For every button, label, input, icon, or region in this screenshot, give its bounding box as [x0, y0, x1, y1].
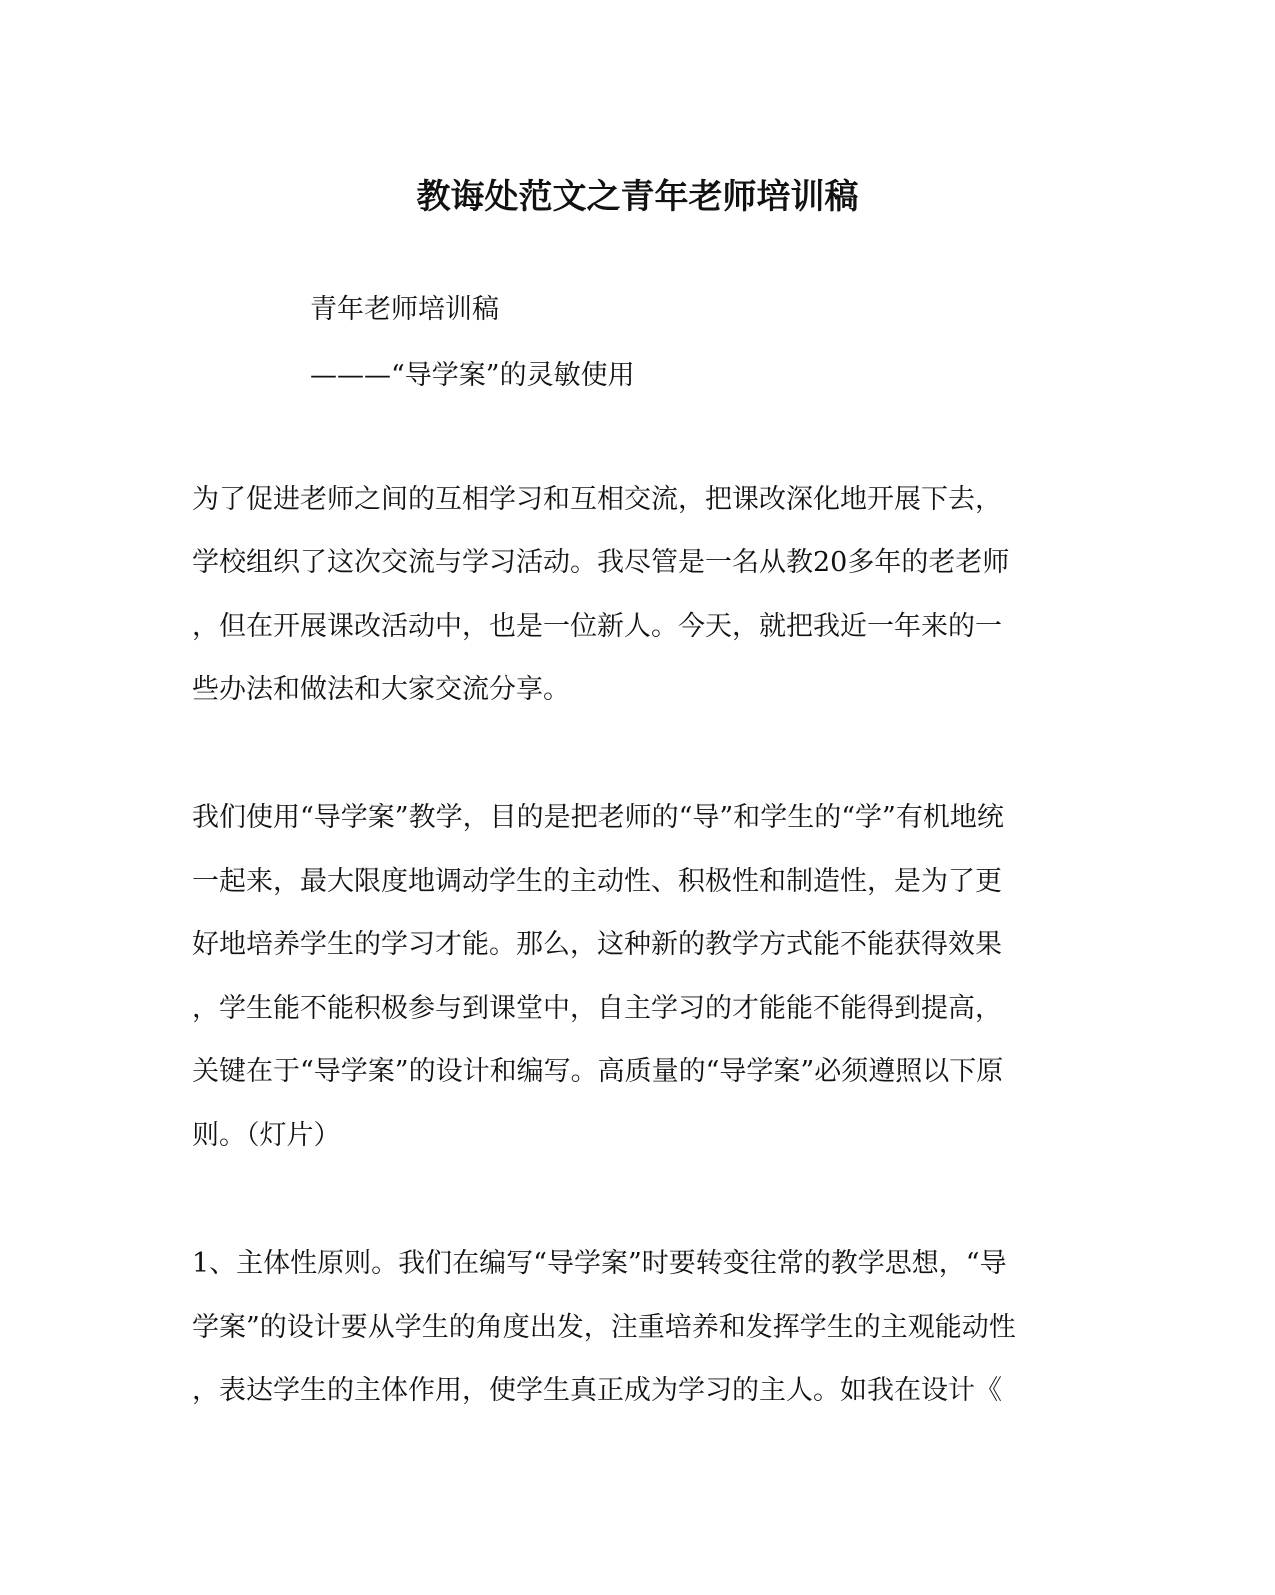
paragraph-line: ，表达学生的主体作用，使学生真正成为学习的主人。如我在设计《: [192, 1375, 1002, 1406]
paragraph-line: 1、主体性原则。我们在编写“导学案”时要转变往常的教学思想，“导: [192, 1248, 1007, 1279]
paragraph-line: ，学生能不能积极参与到课堂中，自主学习的才能能不能得到提高，: [192, 993, 1002, 1024]
paragraph-line: 学案”的设计要从学生的角度出发，注重培养和发挥学生的主观能动性: [192, 1312, 1016, 1343]
paragraph-line: 为了促进老师之间的互相学习和互相交流，把课改深化地开展下去，: [192, 484, 1002, 515]
paragraph-line: 学校组织了这次交流与学习活动。我尽管是一名从教20多年的老老师: [192, 547, 1010, 578]
paragraph-line: 些办法和做法和大家交流分享。: [192, 674, 570, 705]
subtitle-line: 青年老师培训稿: [310, 294, 499, 325]
paragraph-line: 我们使用“导学案”教学，目的是把老师的“导”和学生的“学”有机地统: [192, 802, 1004, 833]
paragraph-line: 好地培养学生的学习才能。那么，这种新的教学方式能不能获得效果: [192, 929, 1002, 960]
paragraph-line: 关键在于“导学案”的设计和编写。高质量的“导学案”必须遵照以下原: [192, 1056, 1004, 1087]
paragraph-line: 一起来，最大限度地调动学生的主动性、积极性和制造性，是为了更: [192, 866, 1002, 897]
paragraph-line: 则。（灯片）: [192, 1120, 341, 1151]
subtitle-line: ———“导学案”的灵敏使用: [310, 360, 635, 391]
paragraph-line: ，但在开展课改活动中，也是一位新人。今天，就把我近一年来的一: [192, 611, 1002, 642]
document-title: 教诲处范文之青年老师培训稿: [416, 177, 859, 217]
